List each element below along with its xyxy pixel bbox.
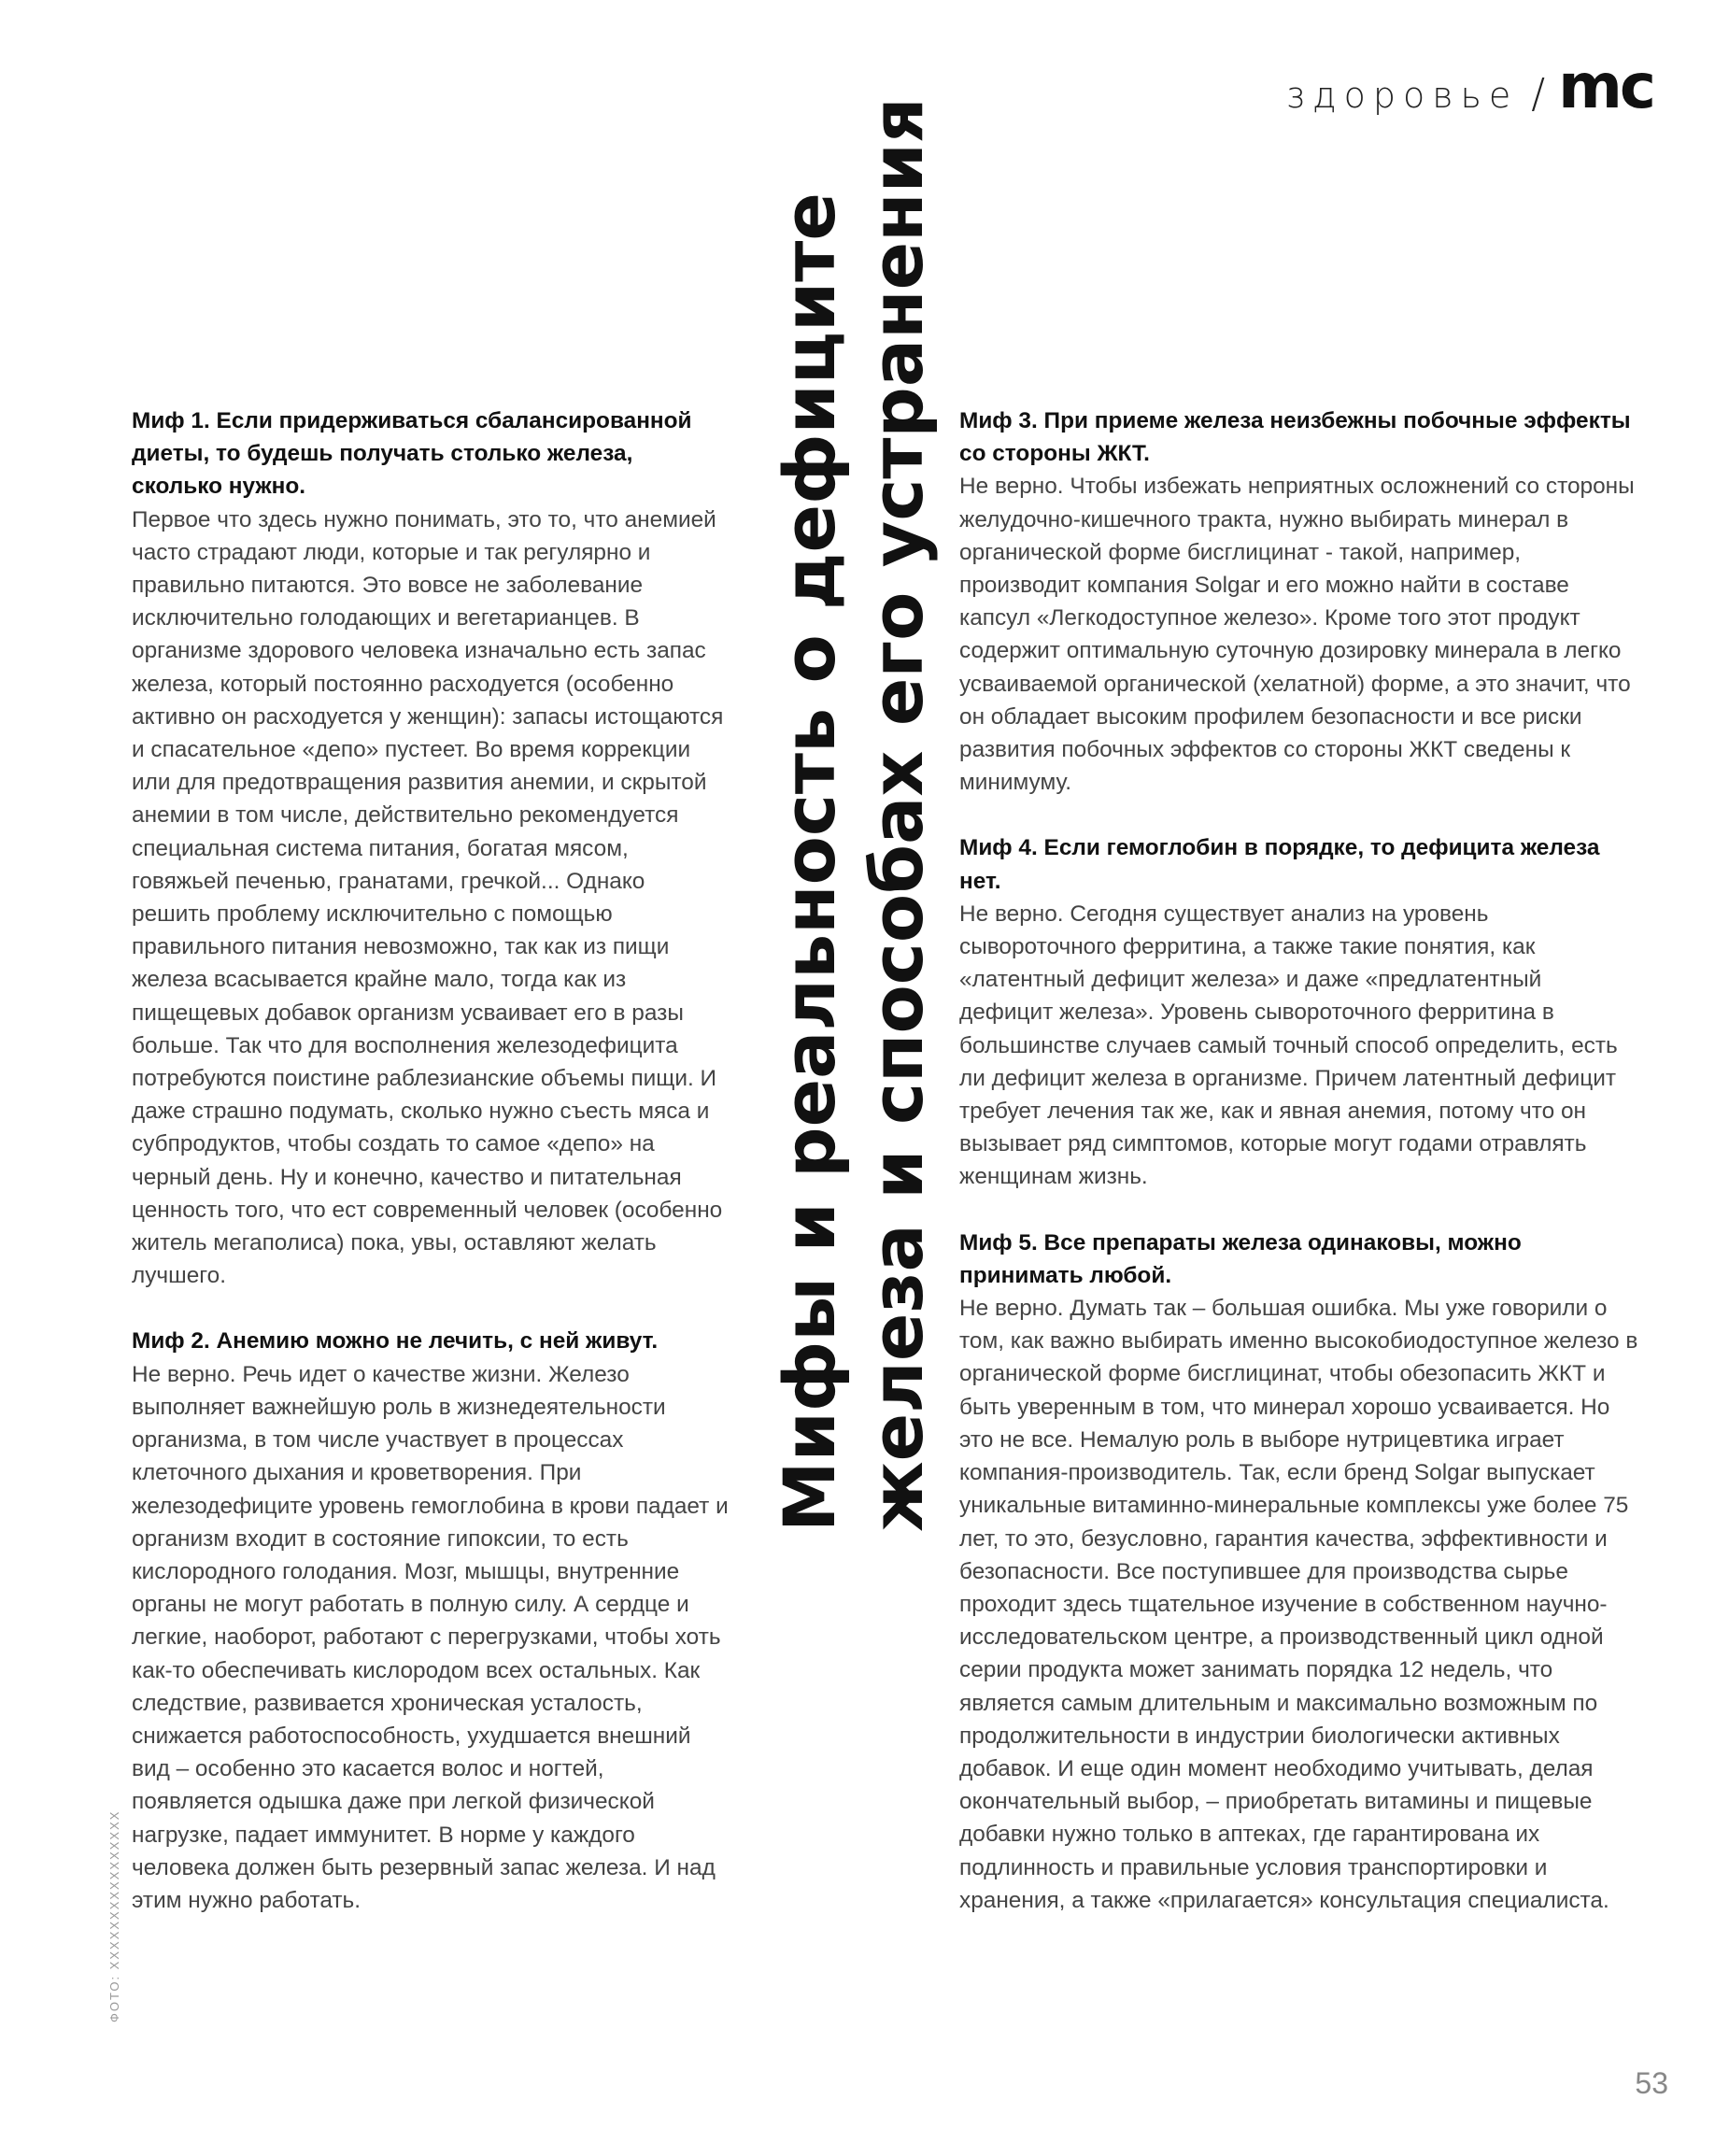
article-title-line-2: железа и способах его устранения [856, 97, 939, 1532]
myth-2-body: Не верно. Речь идет о качестве жизни. Железо выполняет важнейшую роль в жизнедеятельности организма, в том числе участвует в процессах клеточного дыхания и кроветворения. При железодефиците уровень гемоглобина в крови падает и организм входит в состояние гипоксии, то есть кислородного голодания. Мозг, мышцы, внутренние органы не могут работать в полную силу. А сердце и легкие, наоборот, работают с перегрузками, чтобы хоть как-то обеспечивать кислородом всех остальных. Как следствие, развивается хроническая усталость, снижается работоспособность, ухудшается внешний вид – особенно это касается волос и ногтей, появляется одышка даже при легкой физической нагрузке, падает иммунитет. В норме у каждого человека должен быть резервный запас железа. И над этим нужно работать. [132, 1361, 729, 1913]
page-number: 53 [1635, 2066, 1668, 2100]
header [1285, 50, 1653, 122]
article-title-line-1: Мифы и реальность о дефиците [768, 192, 851, 1532]
photo-credit: ФОТО: XXXXXXXXXXXXXXXX [107, 1809, 121, 2022]
right-column [959, 404, 1641, 1950]
myth-1-heading: Миф 1. Если придерживаться сбалансированной диеты, то будешь получать столько железа, сколько нужно. [132, 408, 692, 500]
myth-3-heading: Миф 3. При приеме железа неизбежны побочные эффекты со стороны ЖКТ. [959, 408, 1631, 467]
myth-5 [959, 1227, 1641, 1917]
myth-4-heading: Миф 4. Если гемоглобин в порядке, то дефицита железа нет. [959, 835, 1600, 894]
myth-2-heading: Миф 2. Анемию можно не лечить, с ней живут. [132, 1328, 659, 1355]
myth-3-body: Не верно. Чтобы избежать неприятных осложнений со стороны желудочно-кишечного тракта, нужно выбирать минерал в органической форме бисглицинат - такой, например, производит компания Solgar и его можно найти в составе капсул «Легкодоступное железо». Кроме того этот продукт содержит оптимальную суточную дозировку минерала в легко усваиваемой органической (хелатной) форме, а это значит, что он обладает высоким профилем безопасности и все риски развития побочных эффектов со стороны ЖКТ сведены к минимуму. [959, 474, 1635, 796]
myth-1 [132, 404, 730, 1292]
myth-5-body: Не верно. Думать так – большая ошибка. Мы уже говорили о том, как важно выбирать именно высокобиодоступное железо в органической форме бисглицинат, чтобы обезопасить ЖКТ и быть уверенным в том, что минерал хорошо усваивается. Но это не все. Немалую роль в выборе нутрицевтика играет компания-производитель. Так, если бренд Solgar выпускает уникальные витаминно-минеральные комплексы уже более 75 лет, то это, безусловно, гарантия качества, эффективности и безопасности. Все поступившее для производства сырье проходит здесь тщательное изучение в собственном научно-исследовательском центре, а производственный цикл одной серии продукта может занимать порядка 12 недель, что является самым длительным и максимально возможным по продолжительности в индустрии биологически активных добавок. И еще один момент необходимо учитывать, делая окончательный выбор, – приобретать витамины и пищевые добавки нужно только в аптеках, где гарантирована их подлинность и правильные условия транспортировки и хранения, а также «прилагается» консультация специалиста. [959, 1296, 1638, 1913]
myth-3 [959, 404, 1641, 799]
article-title [766, 97, 942, 1532]
header-slash: / [1531, 70, 1546, 118]
section-label: здоровье [1285, 75, 1519, 116]
myth-2 [132, 1325, 730, 1917]
myth-4 [959, 831, 1641, 1193]
left-column [132, 404, 730, 1950]
myth-5-heading: Миф 5. Все препараты железа одинаковы, можно принимать любой. [959, 1229, 1522, 1288]
magazine-logo: mc [1558, 50, 1653, 122]
myth-4-body: Не верно. Сегодня существует анализ на уровень сывороточного ферритина, а также такие понятия, как «латентный дефицит железа» и даже «предлатентный дефицит железа». Уровень сывороточного ферритина в большинстве случаев самый точный способ определить, есть ли дефицит железа в организме. Причем латентный дефицит требует лечения так же, как и явная анемия, потому что он вызывает ряд симптомов, которые могут годами отравлять женщинам жизнь. [959, 901, 1618, 1190]
myth-1-body: Первое что здесь нужно понимать, это то, что анемией часто страдают люди, которые и так регулярно и правильно питаются. Это вовсе не заболевание исключительно голодающих и вегетарианцев. В организме здорового человека изначально есть запас железа, который постоянно расходуется (особенно активно он расходуется у женщин): запасы истощаются и спасательное «депо» пустеет. Во время коррекции или для предотвращения развития анемии, и скрытой анемии в том числе, действительно рекомендуется специальная система питания, богатая мясом, говяжьей печенью, гранатами, гречкой... Однако решить проблему исключительно с помощью правильного питания невозможно, так как из пищи железа всасывается крайне мало, тогда как из пищещевых добавок организм усваивает его в разы больше. Так что для восполнения железодефицита потребуются поистине раблезианские объемы пищи. И даже страшно подумать, сколько нужно съесть мяса и субпродуктов, чтобы создать то самое «депо» на черный день. Ну и конечно, качество и питательная ценность того, что ест современный человек (особенно житель мегаполиса) пока, увы, оставляют желать лучшего. [132, 506, 724, 1289]
